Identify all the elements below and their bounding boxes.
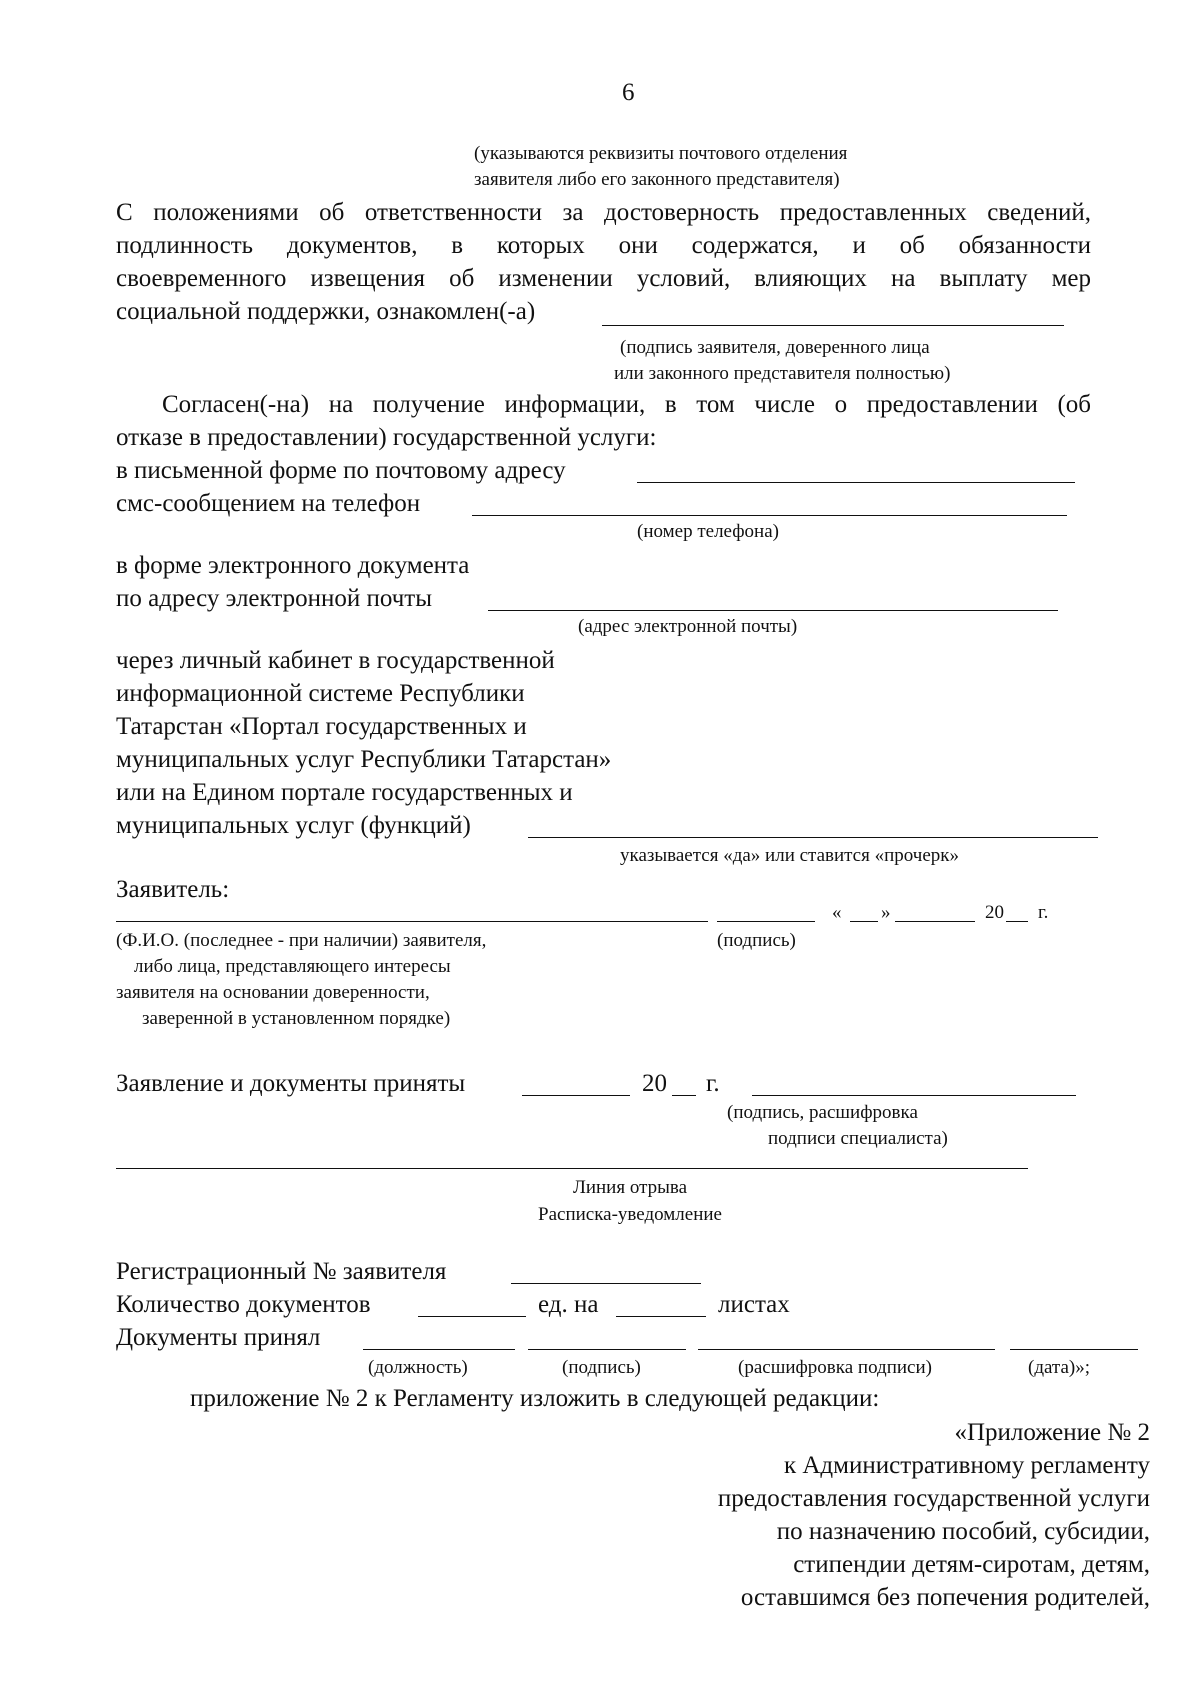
receipt-sign-caption: (подпись) (562, 1357, 641, 1378)
specialist-caption-2: подписи специалиста) (768, 1128, 948, 1149)
responsibility-line-4: социальной поддержки, ознакомлен(-а) (116, 298, 536, 325)
appendix-header-line-6: оставшимся без попечения родителей, (740, 1584, 1150, 1611)
date-close-quote: » (881, 902, 891, 923)
responsibility-caption-2: или законного представителя полностью) (614, 363, 951, 384)
consent-portal-line-2: информационной системе Республики (116, 680, 525, 707)
specialist-caption-1: (подпись, расшифровка (727, 1102, 918, 1123)
responsibility-line-1: С положениями об ответственности за достоверность предоставленных сведений, (116, 199, 1091, 226)
date-day-field[interactable] (850, 921, 878, 922)
accepted-year-prefix: 20 (642, 1070, 667, 1097)
appendix-header-line-5: стипендии детям-сиротам, детям, (793, 1551, 1150, 1578)
appendix-header-line-3: предоставления государственной услуги (717, 1485, 1150, 1512)
specialist-signature-field[interactable] (752, 1095, 1076, 1096)
appendix-intro: приложение № 2 к Регламенту изложить в следующей редакции: (190, 1385, 880, 1412)
receipt-date-caption: (дата)»; (1028, 1357, 1091, 1378)
applicant-label: Заявитель: (116, 876, 230, 903)
date-month-field[interactable] (895, 921, 975, 922)
receipt-decode-field[interactable] (698, 1349, 995, 1350)
fio-caption-4: заверенной в установленном порядке) (142, 1008, 451, 1029)
consent-portal-line-6: муниципальных услуг (функций) (116, 812, 471, 839)
consent-line-2: отказе в предоставлении) государственной услуги: (116, 424, 657, 451)
portal-caption: указывается «да» или ставится «прочерк» (620, 845, 960, 866)
portal-field[interactable] (528, 837, 1098, 838)
applicant-sign-caption: (подпись) (717, 930, 796, 951)
email-caption: (адрес электронной почты) (578, 616, 798, 637)
postal-note-line-1: (указываются реквизиты почтового отделения (474, 143, 848, 164)
tear-line-label: Линия отрыва (572, 1177, 688, 1198)
date-year-prefix: 20 (985, 902, 1004, 923)
appendix-header-line-1: «Приложение № 2 (954, 1419, 1150, 1446)
receipt-sheets-field[interactable] (616, 1316, 706, 1317)
phone-field[interactable] (472, 515, 1067, 516)
appendix-header-line-4: по назначению пособий, субсидии, (776, 1518, 1150, 1545)
receipt-position-field[interactable] (363, 1349, 515, 1350)
email-field[interactable] (488, 610, 1058, 611)
accepted-label: Заявление и документы приняты (116, 1070, 466, 1097)
fio-caption-2: либо лица, представляющего интересы (134, 956, 451, 977)
receipt-sheets-label: листах (718, 1291, 790, 1318)
consent-email-line-2: по адресу электронной почты (116, 585, 432, 612)
accepted-year-suffix: г. (706, 1070, 720, 1097)
accepted-year-field[interactable] (672, 1095, 696, 1096)
fio-caption-3: заявителя на основании доверенности, (116, 982, 430, 1003)
date-open-quote: « (832, 902, 842, 923)
appendix-header-line-2: к Административному регламенту (783, 1452, 1150, 1479)
receipt-reg-no-label: Регистрационный № заявителя (116, 1258, 447, 1285)
fio-caption-1: (Ф.И.О. (последнее - при наличии) заявителя, (116, 930, 487, 951)
responsibility-line-3: своевременного извещения об изменении условий, влияющих на выплату мер (116, 265, 1091, 292)
receipt-accepted-by-label: Документы принял (116, 1324, 321, 1351)
receipt-title: Расписка-уведомление (538, 1204, 722, 1225)
consent-line-1: Согласен(-на) на получение информации, в том числе о предоставлении (об (162, 391, 1091, 418)
receipt-units-label: ед. на (538, 1291, 599, 1318)
consent-portal-line-1: через личный кабинет в государственной (116, 647, 555, 674)
page-number: 6 (622, 79, 635, 106)
receipt-reg-no-field[interactable] (511, 1283, 701, 1284)
consent-portal-line-5: или на Едином портале государственных и (116, 779, 573, 806)
consent-postal-label: в письменной форме по почтовому адресу (116, 457, 566, 484)
phone-caption: (номер телефона) (637, 521, 779, 542)
tear-line (116, 1168, 1028, 1169)
postal-address-field[interactable] (637, 482, 1075, 483)
postal-note-line-2: заявителя либо его законного представителя) (474, 169, 840, 190)
consent-portal-line-3: Татарстан «Портал государственных и (116, 713, 527, 740)
responsibility-line-2: подлинность документов, в которых они содержатся, и об обязанности (116, 232, 1091, 259)
applicant-signature-field[interactable] (717, 921, 815, 922)
consent-email-line-1: в форме электронного документа (116, 552, 470, 579)
receipt-sign-field[interactable] (528, 1349, 686, 1350)
date-year-field[interactable] (1006, 921, 1028, 922)
consent-sms-label: смс-сообщением на телефон (116, 490, 421, 517)
responsibility-signature-field[interactable] (602, 325, 1064, 326)
consent-portal-line-4: муниципальных услуг Республики Татарстан» (116, 746, 612, 773)
accepted-date-field[interactable] (522, 1095, 630, 1096)
applicant-fio-field[interactable] (116, 921, 708, 922)
date-year-suffix: г. (1038, 902, 1049, 923)
receipt-docs-count-field[interactable] (418, 1316, 526, 1317)
responsibility-caption-1: (подпись заявителя, доверенного лица (620, 337, 930, 358)
receipt-docs-count-label: Количество документов (116, 1291, 371, 1318)
receipt-position-caption: (должность) (368, 1357, 468, 1378)
receipt-decode-caption: (расшифровка подписи) (738, 1357, 932, 1378)
receipt-date-field[interactable] (1010, 1349, 1138, 1350)
